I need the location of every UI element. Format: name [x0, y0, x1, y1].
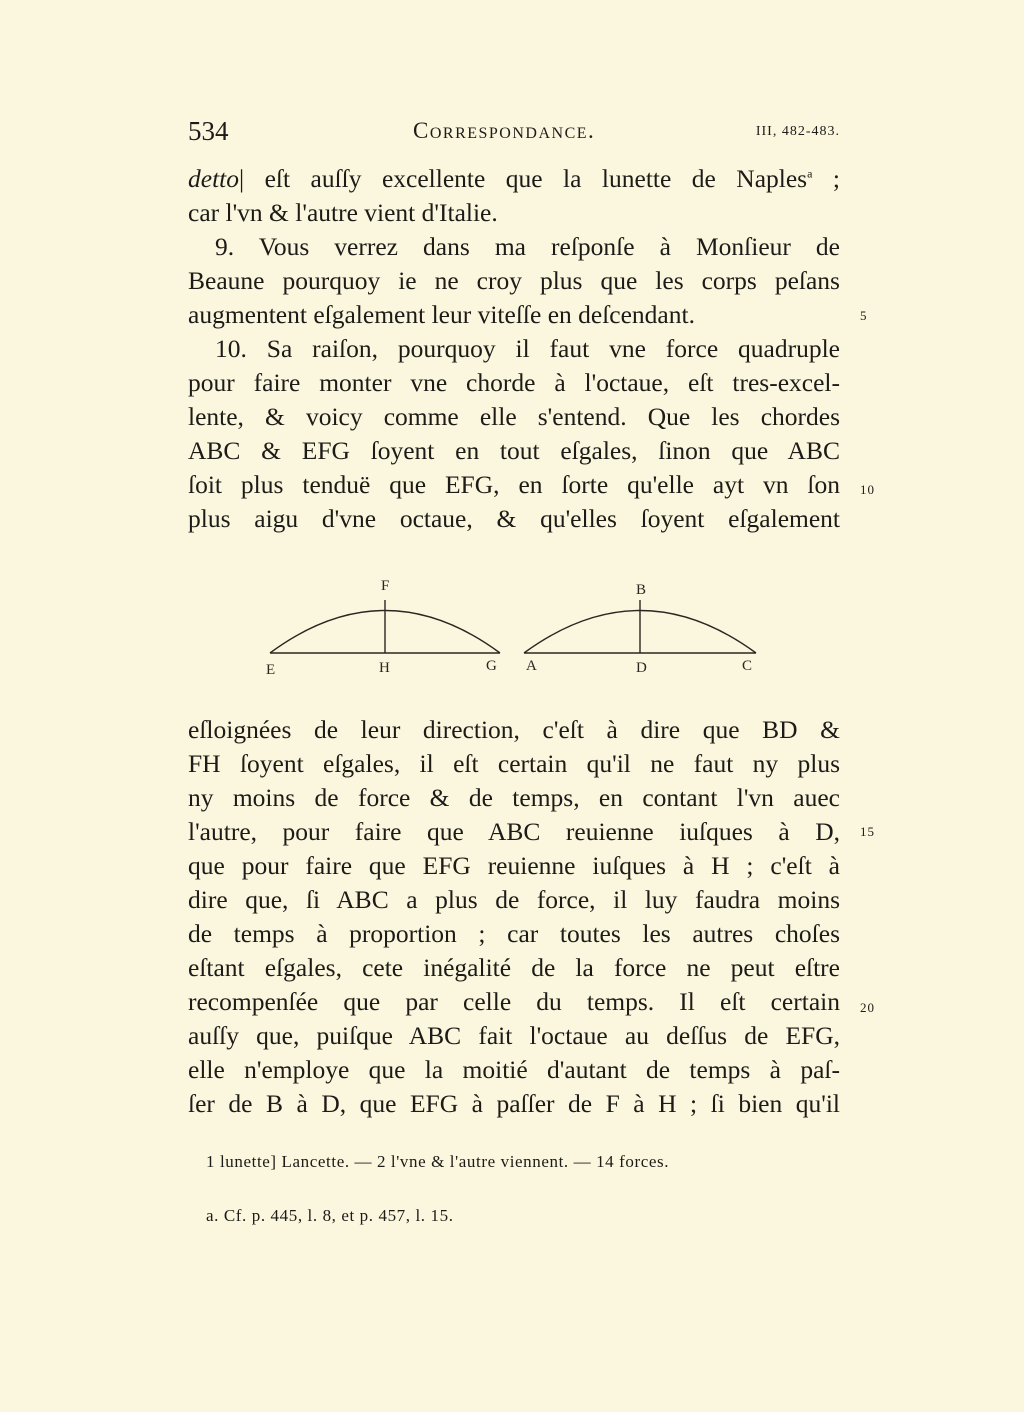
text-line: elle n'employe que la moitié d'autant de temps à paſ- — [188, 1055, 840, 1084]
strings-diagram — [262, 570, 772, 685]
text-line: 9. Vous verrez dans ma reſponſe à Monſieur de — [215, 232, 840, 261]
text-span: ; — [812, 164, 840, 193]
page-header — [188, 116, 840, 148]
page-number: 534 — [188, 116, 229, 146]
text-line: 10. Sa raiſon, pourquoy il faut vne force quadruple — [215, 334, 840, 363]
text-line: ABC & EFG ſoyent en tout eſgales, ſinon que ABC — [188, 436, 840, 465]
text-line: plus aigu d'vne octaue, & qu'elles ſoyent eſgalement — [188, 504, 840, 533]
line-number: 20 — [860, 1000, 875, 1015]
text-line: l'autre, pour faire que ABC reuienne iuſques à D, — [188, 817, 840, 846]
footnote: a. Cf. p. 445, l. 8, et p. 457, l. 15. — [206, 1206, 454, 1225]
text-line: auſſy que, puiſque ABC fait l'octaue au deſſus de EFG, — [188, 1021, 840, 1050]
text-line — [188, 162, 840, 196]
label-c: C — [742, 658, 753, 674]
paragraph-block-top — [188, 162, 840, 536]
italic-word: detto — [188, 164, 239, 193]
line-number: 10 — [860, 482, 875, 497]
label-e: E — [266, 662, 276, 678]
volume-reference: III, 482-483. — [755, 124, 840, 139]
text-line: ny moins de force & de temps, en contant l'vn auec — [188, 783, 840, 812]
text-line: de temps à proportion ; car toutes les autres choſes — [188, 919, 840, 948]
line-number: 5 — [860, 308, 868, 323]
line-number: 15 — [860, 824, 875, 839]
text-line: FH ſoyent eſgales, il eſt certain qu'il ne faut ny plus — [188, 749, 840, 778]
text-line: que pour faire que EFG reuienne iuſques à H ; c'eſt à — [188, 851, 840, 880]
text-line: recompenſée que par celle du temps. Il eſt certain — [188, 987, 840, 1016]
text-line: lente, & voicy comme elle s'entend. Que les chordes — [188, 402, 840, 431]
text-line: augmentent eſgalement leur viteſſe en deſcendant. — [188, 300, 695, 329]
text-line: dire que, ſi ABC a plus de force, il luy faudra moins — [188, 885, 840, 914]
diagram-svg — [262, 570, 772, 685]
text-span: | eſt auſſy excellente que la lunette de Naples — [239, 164, 808, 193]
text-line: eſtant eſgales, cete inégalité de la force ne peut eſtre — [188, 953, 840, 982]
label-b: B — [636, 582, 647, 598]
footnote-marker: a — [807, 166, 813, 181]
text-line: eſloignées de leur direction, c'eſt à dire que BD & — [188, 715, 840, 744]
label-g: G — [486, 658, 497, 674]
variant-notes: 1 lunette] Lancette. — 2 l'vne & l'autre viennent. — 14 forces. — [206, 1152, 670, 1171]
text-line: ſoit plus tenduë que EFG, en ſorte qu'elle ayt vn ſon — [188, 470, 840, 499]
running-title: Correspondance. — [413, 118, 596, 143]
text-line: Beaune pourquoy ie ne croy plus que les corps peſans — [188, 266, 840, 295]
text-line: pour faire monter vne chorde à l'octaue, eſt tres-excel- — [188, 368, 840, 397]
label-d: D — [636, 660, 647, 676]
paragraph-block-bottom — [188, 713, 840, 1121]
label-f: F — [381, 578, 390, 594]
label-a: A — [526, 658, 537, 674]
text-line: ſer de B à D, que EFG à paſſer de F à H ; ſi bien qu'il — [188, 1089, 840, 1118]
label-h: H — [379, 660, 390, 676]
text-line: car l'vn & l'autre vient d'Italie. — [188, 198, 498, 227]
